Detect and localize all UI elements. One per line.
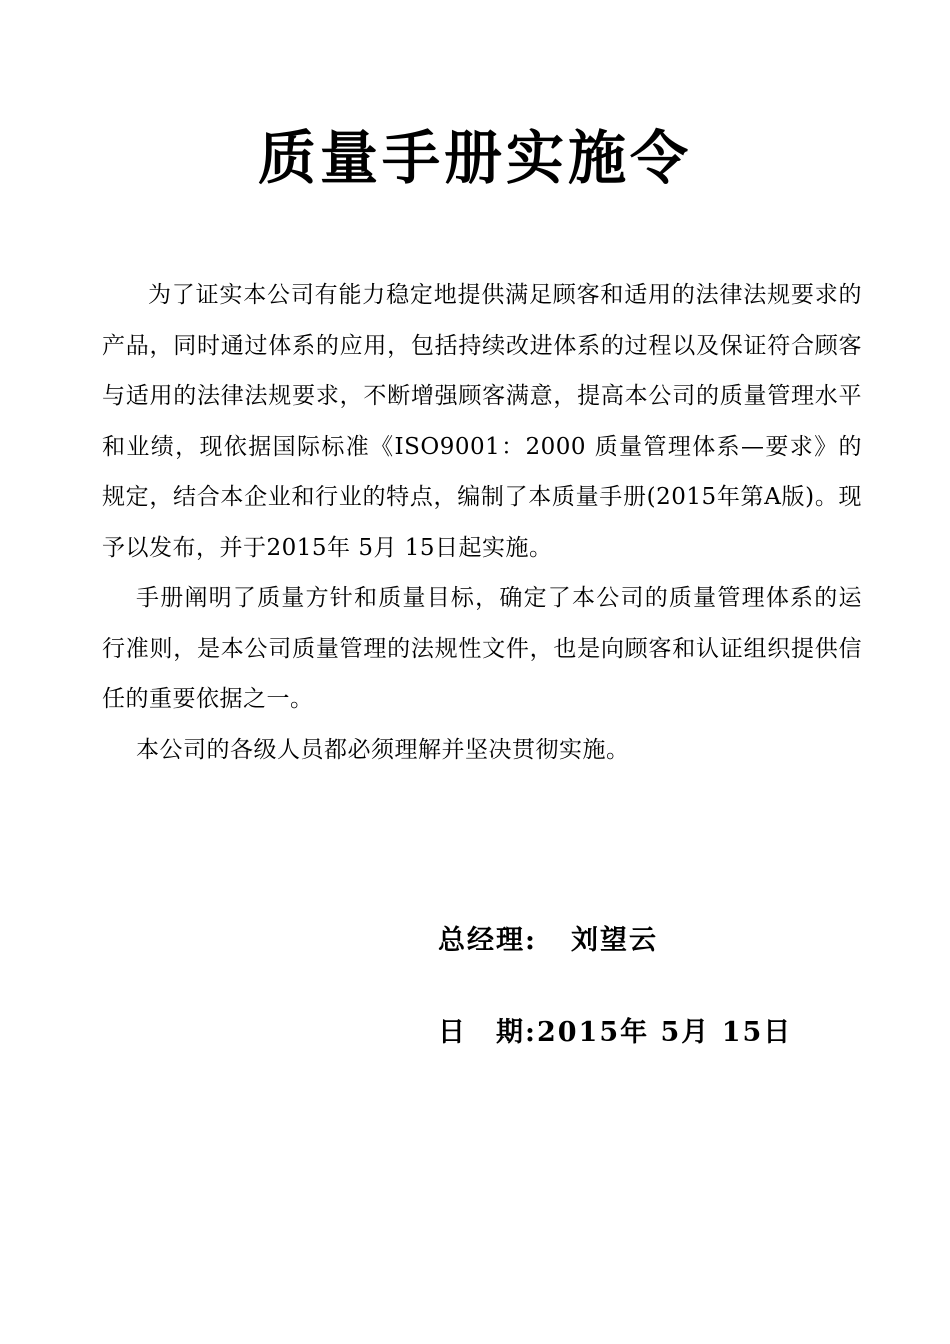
manager-line [438, 918, 792, 968]
paragraph-manual-scope: 手册阐明了质量方针和质量目标，确定了本公司的质量管理体系的运行准则，是本公司质量管理的法规性文件，也是向顾客和认证组织提供信任的重要依据之一。 [102, 585, 862, 712]
date-label: 日 期: [438, 1017, 537, 1048]
paragraph-implementation: 本公司的各级人员都必须理解并坚决贯彻实施。 [136, 736, 630, 763]
manager-label: 总经理: [438, 925, 537, 956]
signature-block [438, 918, 792, 1060]
page-title: 质量手册实施令 [257, 124, 692, 192]
paragraph-purpose: 为了证实本公司有能力稳定地提供满足顾客和适用的法律法规要求的产品，同时通过体系的应用，包括持续改进体系的过程以及保证符合顾客与适用的法律法规要求，不断增强顾客满意，提高本公司的质量管理水平和业绩，现依据国际标准《ISO9001：2000 质量管理体系—要求》的规定，结合本企业和行业的特点，编制了本质量手册(2015年第A版)。现予以发布，并于2015年 5月 15日起实施。 [102, 282, 862, 561]
manager-name: 刘望云 [570, 925, 658, 956]
date-line [438, 1010, 792, 1060]
date-value: 2015年 5月 15日 [536, 1017, 793, 1048]
document-body [102, 270, 862, 775]
